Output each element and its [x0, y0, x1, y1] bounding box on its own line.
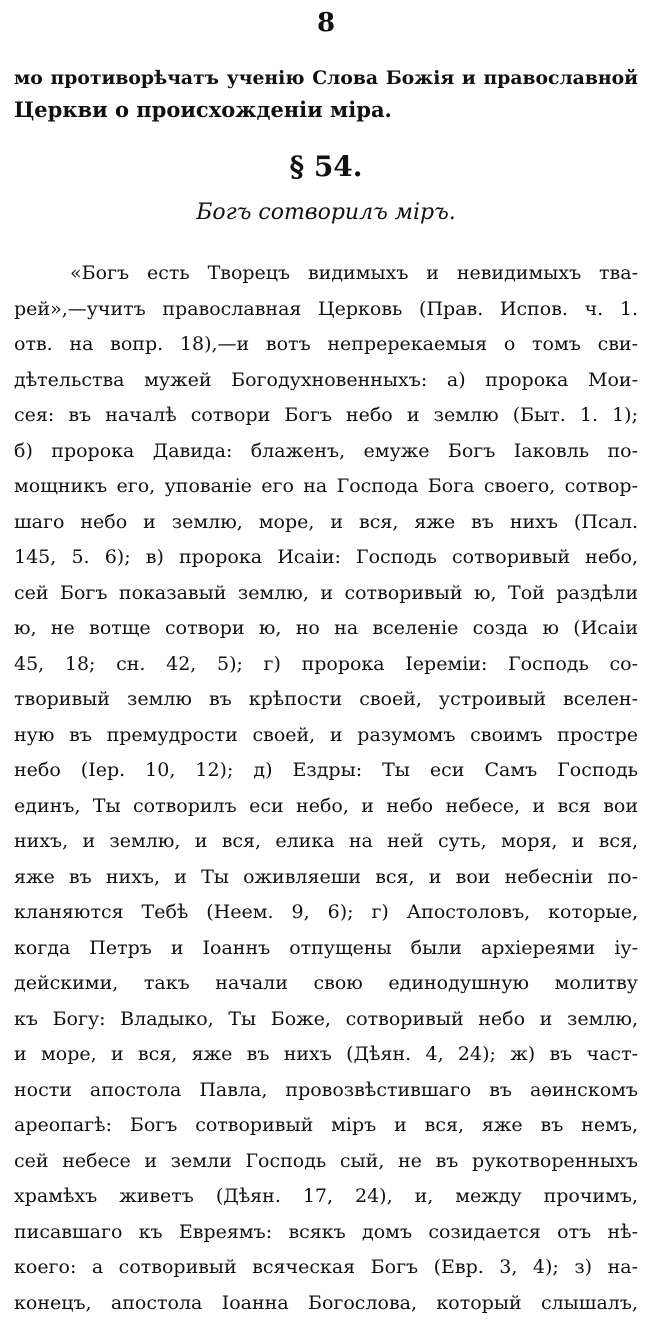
intro-paragraph — [14, 62, 638, 126]
text-line: мощникъ его, упованіе его на Господа Бога своего, сотвор- — [14, 469, 638, 505]
text-line: коего: а сотворивый всяческая Богъ (Евр. 3, 4); з) на- — [14, 1250, 638, 1286]
text-line: къ Богу: Владыко, Ты Боже, сотворивый небо и землю, — [14, 1002, 638, 1038]
text-line: сей небесе и земли Господь сый, не въ рукотворенныхъ — [14, 1144, 638, 1180]
text-line: конецъ, апостола Іоанна Богослова, который слышалъ, — [14, 1286, 638, 1321]
text-line: нихъ, и землю, и вся, елика на ней суть, моря, и вся, — [14, 824, 638, 860]
intro-line: Церкви о происхожденіи міра. — [14, 94, 638, 126]
page-number: 8 — [0, 8, 652, 38]
text-line: и море, и вся, яже въ нихъ (Дѣян. 4, 24); ж) въ част- — [14, 1037, 638, 1073]
text-line: храмѣхъ живетъ (Дѣян. 17, 24), и, между прочимъ, — [14, 1179, 638, 1215]
text-line: творивый землю въ крѣпости своей, устроивый вселен- — [14, 682, 638, 718]
text-line: ную въ премудрости своей, и разумомъ своимъ простре — [14, 718, 638, 754]
text-line: кланяются Тебѣ (Неем. 9, 6); г) Апостоловъ, которые, — [14, 895, 638, 931]
text-line: сей Богъ показавый землю, и сотворивый ю, Той раздѣли — [14, 576, 638, 612]
text-line: ю, не вотще сотвори ю, но на вселеніе созда ю (Исаіи — [14, 611, 638, 647]
text-line: когда Петръ и Іоаннъ отпущены были архіереями іу- — [14, 931, 638, 967]
text-line: 145, 5. 6); в) пророка Исаіи: Господь сотворивый небо, — [14, 540, 638, 576]
text-line: единъ, Ты сотворилъ еси небо, и небо небесе, и вся вои — [14, 789, 638, 825]
text-line: писавшаго къ Евреямъ: всякъ домъ созидается отъ нѣ- — [14, 1215, 638, 1251]
text-line: б) пророка Давида: блаженъ, емуже Богъ Іаковль по- — [14, 434, 638, 470]
text-line: ареопагѣ: Богъ сотворивый міръ и вся, яже въ немъ, — [14, 1108, 638, 1144]
text-line: рей»,—учитъ православная Церковь (Прав. Испов. ч. 1. — [14, 292, 638, 328]
text-line: небо (Іер. 10, 12); д) Ездры: Ты еси Самъ Господь — [14, 753, 638, 789]
text-line: дейскими, такъ начали свою единодушную молитву — [14, 966, 638, 1002]
text-line: «Богъ есть Творецъ видимыхъ и невидимыхъ тва- — [14, 256, 638, 292]
body-text — [14, 256, 638, 1321]
intro-line: мо противорѣчатъ ученію Слова Божія и православной — [14, 62, 638, 94]
section-heading: Богъ сотворилъ міръ. — [0, 200, 652, 225]
section-number: § 54. — [0, 150, 652, 183]
text-line: 45, 18; сн. 42, 5); г) пророка Іереміи: Господь со- — [14, 647, 638, 683]
text-line: яже въ нихъ, и Ты оживляеши вся, и вои небесніи по- — [14, 860, 638, 896]
text-line: ности апостола Павла, провозвѣстившаго въ аѳинскомъ — [14, 1073, 638, 1109]
text-line: сея: въ началѣ сотвори Богъ небо и землю (Быт. 1. 1); — [14, 398, 638, 434]
text-line: шаго небо и землю, море, и вся, яже въ нихъ (Псал. — [14, 505, 638, 541]
text-line: отв. на вопр. 18),—и вотъ непререкаемыя о томъ сви- — [14, 327, 638, 363]
text-line: дѣтельства мужей Богодухновенныхъ: а) пророка Мои- — [14, 363, 638, 399]
